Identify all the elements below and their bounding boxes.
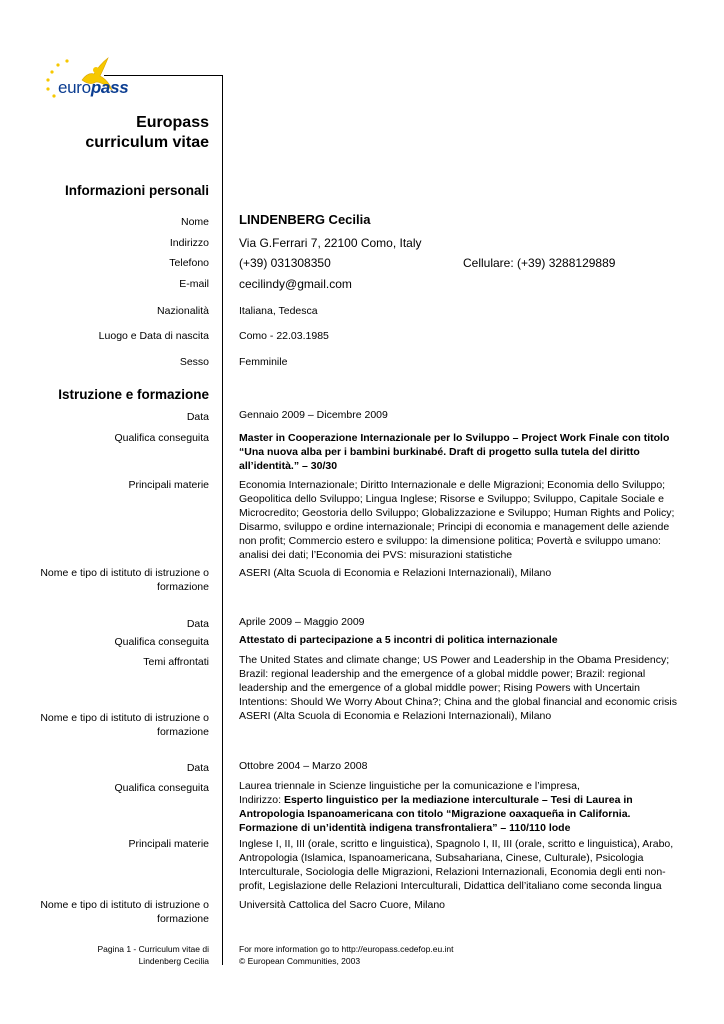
edu1-institution-value: ASERI (Alta Scuola di Economia e Relazioni Internazionali), Milano [239,567,552,579]
birth-label: Luogo e Data di nascita [98,330,209,342]
email-value: cecilindy@gmail.com [239,277,352,291]
title-line-2: curriculum vitae [85,134,209,151]
edu1-date-label: Data [186,411,209,423]
footer-left-line2: Lindenberg Cecilia [138,956,209,966]
phone-label: Telefono [169,257,209,269]
footer-page-info [98,943,210,967]
nationality-value: Italiana, Tedesca [239,305,318,317]
edu3-institution-value: Università Cattolica del Sacro Cuore, Milano [239,899,446,911]
logo-suffix: pass [90,78,129,97]
edu3-qualification-value [239,779,684,835]
edu2-institution-value: ASERI (Alta Scuola di Economia e Relazioni Internazionali), Milano [239,710,552,722]
edu3-qualification-label: Qualifica conseguita [114,782,209,794]
edu2-date-label: Data [186,618,209,630]
edu2-date-value: Aprile 2009 – Maggio 2009 [239,616,365,628]
birth-value: Como - 22.03.1985 [239,330,329,342]
name-value: LINDENBERG Cecilia [239,212,371,227]
edu1-qualification-value: Master in Cooperazione Internazionale per lo Sviluppo – Project Work Finale con titolo “Una nuova alba per i bambini burkinabé. Draft di progetto sulla tutela del diritto all’identità.” – 30/30 [239,432,670,472]
edu2-topics-label: Temi affrontati [143,656,209,668]
name-label: Nome [180,216,209,228]
edu2-qualification-label: Qualifica conseguita [114,636,209,648]
title-line-1: Europass [136,114,209,131]
footer-right-line2: © European Communities, 2003 [239,956,361,966]
sex-value: Femminile [239,356,288,368]
footer-copyright [239,943,454,967]
edu1-institution-label: Nome e tipo di istituto di istruzione o formazione [40,567,209,593]
section-personal-info: Informazioni personali [64,183,209,198]
address-value: Via G.Ferrari 7, 22100 Como, Italy [239,236,422,250]
edu3-subjects-label: Principali materie [128,838,209,850]
edu2-qualification-value: Attestato di partecipazione a 5 incontri di politica internazionale [239,634,558,646]
nationality-label: Nazionalità [157,305,209,317]
address-label: Indirizzo [169,237,209,249]
edu3-date-label: Data [186,762,209,774]
header-rule [104,75,223,76]
phone-value: (+39) 031308350 [239,256,331,270]
edu1-subjects-value: Economia Internazionale; Diritto Internazionale e delle Migrazioni; Economia dello Sviluppo; Geopolitica dello Sviluppo; Lingua Inglese; Risorse e Sviluppo; Sviluppo, Capitale Sociale e Microcredito; Geostoria dello Sviluppo; Globalizzazione e Sviluppo; Human Rights and Policy; Disarmo, sviluppo e ordine internazionale; Principi di economia e management delle aziende non profit; Commercio estero e sviluppo: la dimensione politica; Povertà e sviluppo umano: analisi dei dati; l’Economia dei PVS: misurazioni statistiche [239,479,675,561]
mobile-value: Cellulare: (+39) 3288129889 [463,256,616,270]
logo-prefix: euro [58,78,91,97]
edu2-institution-label: Nome e tipo di istituto di istruzione o formazione [40,712,209,738]
edu3-date-value: Ottobre 2004 – Marzo 2008 [239,760,368,772]
footer-right-line1: For more information go to http://europass.cedefop.eu.int [239,944,454,954]
sex-label: Sesso [179,356,209,368]
email-label: E-mail [179,278,209,290]
section-education: Istruzione e formazione [58,387,209,402]
column-divider [222,76,223,965]
edu3-subjects-value: Inglese I, II, III (orale, scritto e linguistica), Spagnolo I, II, III (orale, scritto e linguistica), Arabo, Antropologia (Islamica, Ispanoamericana, Subsahariana, Cinese, Culturale), Psicologia Interculturale, Sociologia delle Migrazioni, Relazioni Internazionali, Economia degli enti non-profit, Legislazione delle Relazioni Interculturali, Didattica dell’italiano come seconda lingua [239,838,674,892]
edu3-qualification-line1: Laurea triennale in Scienze linguistiche per la comunicazione e l’impresa, [239,780,580,792]
edu1-subjects-label: Principali materie [128,479,209,491]
edu3-institution-label: Nome e tipo di istituto di istruzione o formazione [40,899,209,925]
edu1-qualification-label: Qualifica conseguita [114,432,209,444]
edu1-date-value: Gennaio 2009 – Dicembre 2009 [239,409,388,421]
footer-left-line1: Pagina 1 - Curriculum vitae di [97,944,209,954]
edu2-topics-value: The United States and climate change; US Power and Leadership in the Obama Presidency; Brazil: regional leadership and the emergence of a global middle power; Brazil: regional leadership and the emergence of a global middle power; Rising Powers with Uncertain Intentions: Should We Worry About China?; China and the global financial and economic crisis [239,654,677,708]
edu3-qualification-bold: Esperto linguistico per la mediazione interculturale – Tesi di Laurea in Antropologia Ispanoamericana con titolo “Migrazione oaxaqueña in California. Formazione di un’identità indigena transfrontaliera” – 110/110 lode [239,794,633,834]
edu3-qualification-prefix: Indirizzo: [239,794,284,806]
europass-logo [58,78,128,98]
document-title [85,113,209,153]
